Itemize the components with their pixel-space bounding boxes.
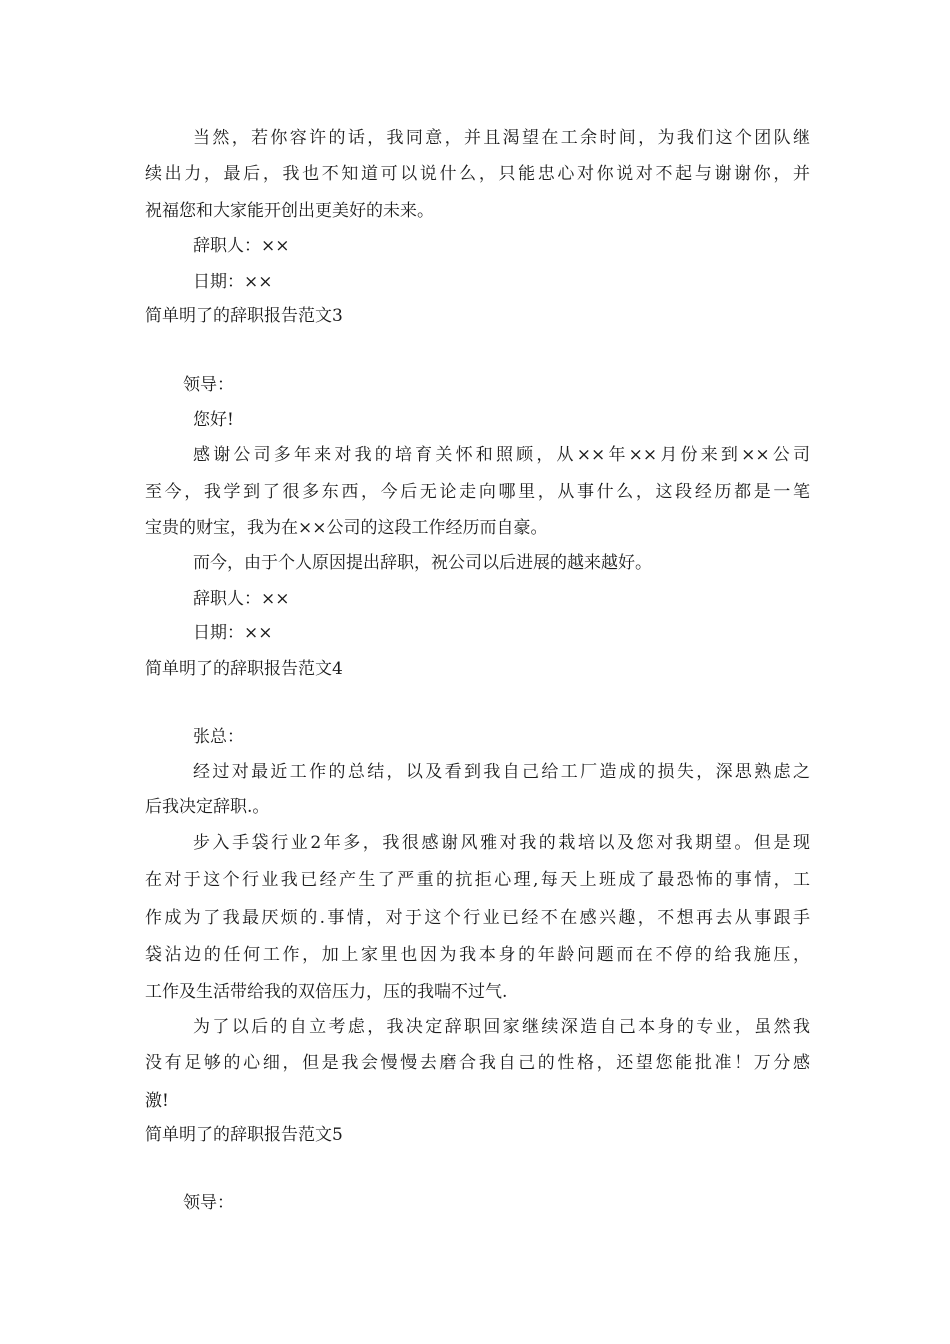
greeting: 您好!	[193, 410, 234, 430]
paragraph-line: 步入手袋行业2年多，我很感谢风雅对我的栽培以及您对我期望。但是现	[193, 833, 810, 853]
paragraph-line: 作成为了我最厌烦的.事情，对于这个行业已经不在感兴趣，不想再去从事跟手	[145, 908, 810, 928]
paragraph-line: 在对于这个行业我已经产生了严重的抗拒心理,每天上班成了最恐怖的事情，工	[145, 870, 810, 890]
paragraph-line: 袋沾边的任何工作，加上家里也因为我本身的年龄问题而在不停的给我施压，	[145, 945, 810, 965]
paragraph-line: 激!	[145, 1091, 169, 1111]
paragraph-line: 为了以后的自立考虑，我决定辞职回家继续深造自己本身的专业，虽然我	[193, 1017, 810, 1037]
section-title: 简单明了的辞职报告范文4	[145, 659, 343, 679]
salutation: 领导：	[183, 375, 234, 395]
paragraph-line: 宝贵的财宝，我为在××公司的这段工作经历而自豪。	[145, 518, 548, 538]
paragraph-line: 至今，我学到了很多东西，今后无论走向哪里，从事什么，这段经历都是一笔	[145, 482, 810, 502]
paragraph-line: 感谢公司多年来对我的培育关怀和照顾，从××年××月份来到××公司	[193, 445, 810, 465]
date-line: 日期：××	[193, 623, 273, 643]
signature-line: 辞职人：××	[193, 236, 290, 256]
date-line: 日期：××	[193, 272, 273, 292]
paragraph-line: 工作及生活带给我的双倍压力，压的我喘不过气.	[145, 982, 508, 1002]
paragraph-line: 后我决定辞职.。	[145, 797, 270, 817]
signature-line: 辞职人：××	[193, 589, 290, 609]
paragraph-line: 续出力，最后，我也不知道可以说什么，只能忠心对你说对不起与谢谢你，并	[145, 164, 810, 184]
salutation: 张总：	[193, 727, 244, 747]
paragraph-line: 祝福您和大家能开创出更美好的未来。	[145, 201, 434, 221]
paragraph-line: 没有足够的心细，但是我会慢慢去磨合我自己的性格，还望您能批准！万分感	[145, 1053, 810, 1073]
section-title: 简单明了的辞职报告范文3	[145, 306, 343, 326]
paragraph-line: 当然，若你容许的话，我同意，并且渴望在工余时间，为我们这个团队继	[193, 128, 810, 148]
salutation: 领导：	[183, 1193, 234, 1213]
paragraph-line: 而今，由于个人原因提出辞职，祝公司以后进展的越来越好。	[193, 553, 652, 573]
section-title: 简单明了的辞职报告范文5	[145, 1125, 343, 1145]
paragraph-line: 经过对最近工作的总结，以及看到我自己给工厂造成的损失，深思熟虑之	[193, 762, 810, 782]
